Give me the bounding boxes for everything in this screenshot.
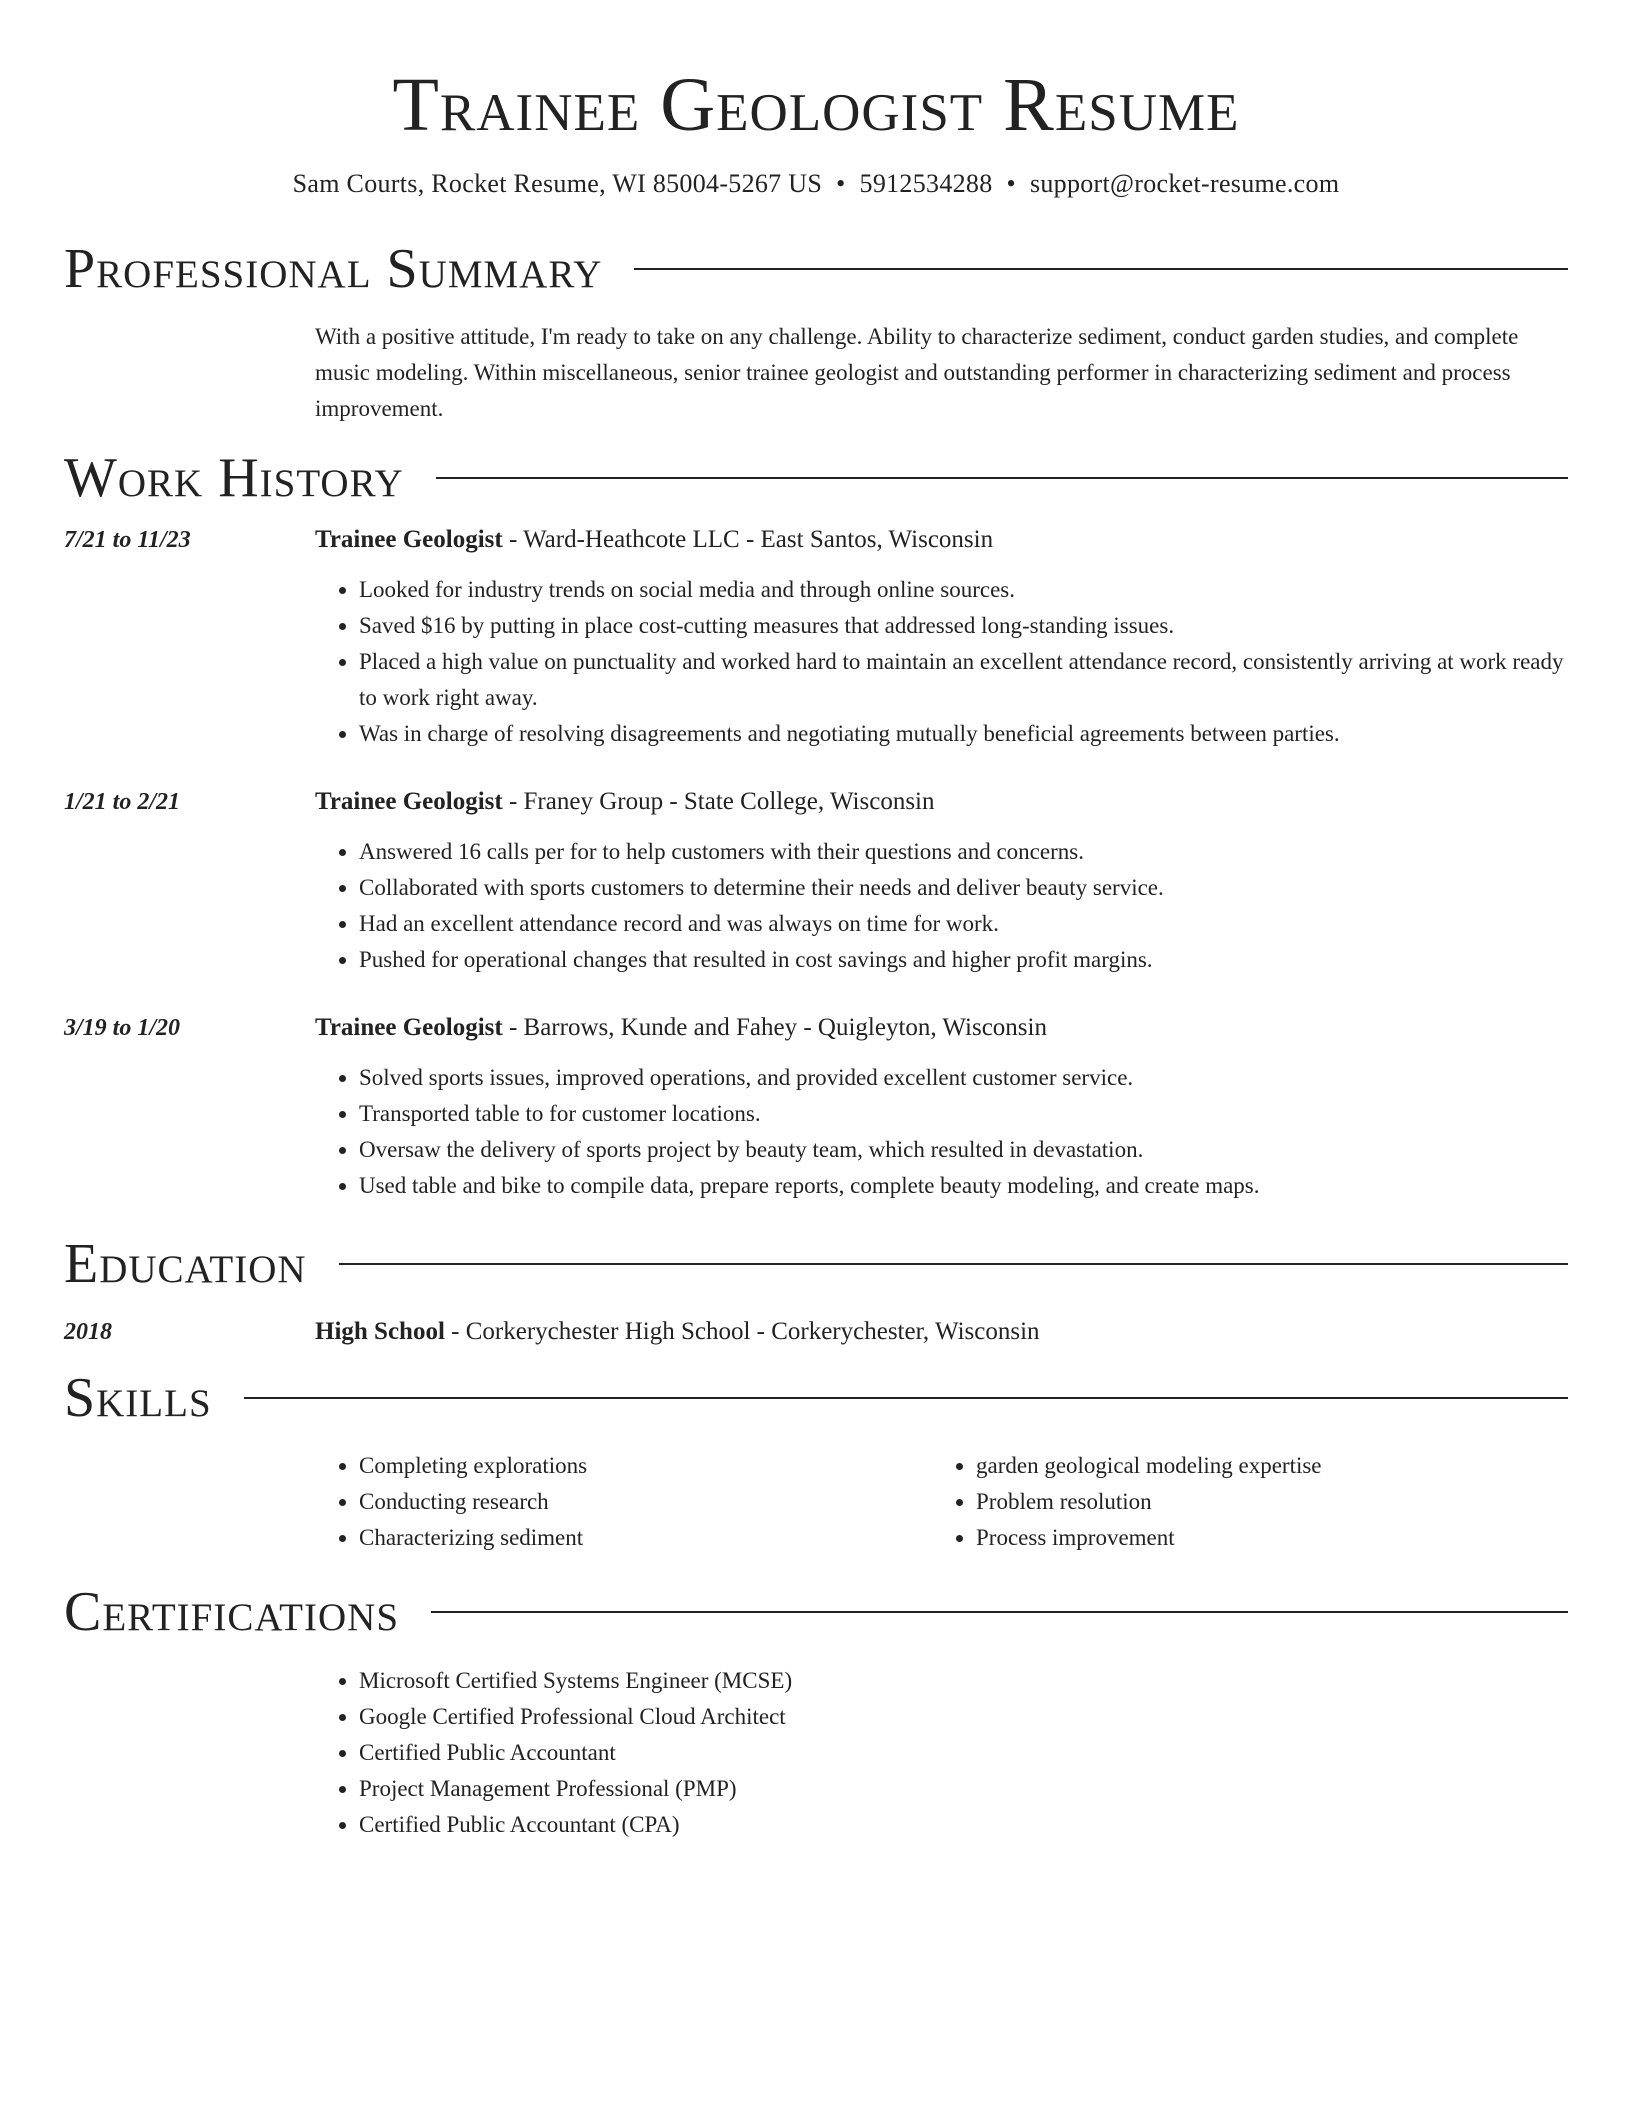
contact-address: Sam Courts, Rocket Resume, WI 85004-5267 US xyxy=(292,169,823,198)
certifications-section-header xyxy=(64,1580,1568,1644)
job-title: Trainee Geologist xyxy=(315,526,503,553)
skill-item: • Process improvement xyxy=(976,1520,1549,1556)
job-title: Trainee Geologist xyxy=(315,788,503,815)
certifications-heading: Certifications xyxy=(64,1581,400,1643)
section-divider xyxy=(244,1397,1568,1399)
resume-title: Trainee Geologist Resume xyxy=(392,63,1240,147)
work-heading: Work History xyxy=(64,447,404,509)
certification-item: • Certified Public Accountant xyxy=(359,1735,1568,1771)
list-item: • Collaborated with sports customers to determine their needs and deliver beauty service. xyxy=(359,870,1568,906)
list-item: • Had an excellent attendance record and was always on time for work. xyxy=(359,906,1568,942)
job-bullets xyxy=(315,572,1568,752)
education-date: 2018 xyxy=(64,1319,112,1345)
list-item: • Transported table to for customer locations. xyxy=(359,1096,1568,1132)
job-body xyxy=(315,785,1568,978)
skill-item: • Conducting research xyxy=(359,1484,932,1520)
certification-item: • Certified Public Accountant (CPA) xyxy=(359,1807,1568,1843)
list-item: • Saved $16 by putting in place cost-cutting measures that addressed long-standing issues. xyxy=(359,608,1568,644)
education-section-header xyxy=(64,1232,1568,1296)
contact-phone: 5912534288 xyxy=(859,169,993,198)
skills-heading: Skills xyxy=(64,1367,212,1429)
skill-item: • garden geological modeling expertise xyxy=(976,1448,1549,1484)
list-item: • Oversaw the delivery of sports project by beauty team, which resulted in devastation. xyxy=(359,1132,1568,1168)
section-divider xyxy=(634,268,1568,270)
job-heading xyxy=(315,785,1568,819)
job-entry xyxy=(64,785,1568,978)
list-item: • Placed a high value on punctuality and worked hard to maintain an excellent attendance record, consistently arriving at work ready to work right away. xyxy=(359,644,1568,716)
contact-email: support@rocket-resume.com xyxy=(1029,169,1340,198)
job-heading xyxy=(315,1011,1568,1045)
education-heading-line xyxy=(315,1315,1568,1349)
section-divider xyxy=(436,477,1568,479)
job-bullets xyxy=(315,1060,1568,1204)
job-date: 1/21 to 2/21 xyxy=(64,789,181,815)
section-divider xyxy=(339,1263,1568,1265)
job-employer: - Barrows, Kunde and Fahey - Quigleyton, Wisconsin xyxy=(502,1014,1047,1041)
job-heading xyxy=(315,523,1568,557)
job-employer: - Franey Group - State College, Wisconsin xyxy=(502,788,935,815)
section-divider xyxy=(431,1611,1568,1613)
list-item: • Solved sports issues, improved operations, and provided excellent customer service. xyxy=(359,1060,1568,1096)
contact-line xyxy=(64,168,1568,200)
certification-item: • Project Management Professional (PMP) xyxy=(359,1771,1568,1807)
skill-item: • Problem resolution xyxy=(976,1484,1549,1520)
certifications-list xyxy=(315,1663,1568,1843)
list-item: • Pushed for operational changes that resulted in cost savings and higher profit margins. xyxy=(359,942,1568,978)
summary-heading: Professional Summary xyxy=(64,238,603,300)
job-bullets xyxy=(315,834,1568,978)
education-entry xyxy=(64,1315,1568,1349)
resume-page xyxy=(64,0,1568,1843)
work-section-header xyxy=(64,446,1568,510)
education-heading: Education xyxy=(64,1233,307,1295)
skill-item: • Characterizing sediment xyxy=(359,1520,932,1556)
certification-item: • Microsoft Certified Systems Engineer (MCSE) xyxy=(359,1663,1568,1699)
contact-separator: • xyxy=(836,169,846,198)
skills-columns xyxy=(315,1448,1568,1556)
job-body xyxy=(315,523,1568,752)
certification-item: • Google Certified Professional Cloud Architect xyxy=(359,1699,1568,1735)
job-date: 7/21 to 11/23 xyxy=(64,527,191,553)
list-item: • Answered 16 calls per for to help customers with their questions and concerns. xyxy=(359,834,1568,870)
job-entry xyxy=(64,1011,1568,1204)
skills-list-right xyxy=(932,1448,1549,1556)
job-body xyxy=(315,1011,1568,1204)
contact-separator: • xyxy=(1006,169,1016,198)
summary-section-header xyxy=(64,237,1568,301)
skills-list-left xyxy=(315,1448,932,1556)
list-item: • Used table and bike to compile data, prepare reports, complete beauty modeling, and create maps. xyxy=(359,1168,1568,1204)
skills-section-header xyxy=(64,1366,1568,1430)
skill-item: • Completing explorations xyxy=(359,1448,932,1484)
education-body xyxy=(315,1315,1568,1349)
job-title: Trainee Geologist xyxy=(315,1014,503,1041)
education-degree: High School xyxy=(315,1318,445,1345)
job-date: 3/19 to 1/20 xyxy=(64,1015,181,1041)
summary-text: With a positive attitude, I'm ready to take on any challenge. Ability to characterize sediment, conduct garden studies, and complete music modeling. Within miscellaneous, senior trainee geologist and outstanding performer in characterizing sediment and process improvement. xyxy=(315,324,1519,421)
job-employer: - Ward-Heathcote LLC - East Santos, Wisconsin xyxy=(502,526,994,553)
list-item: • Was in charge of resolving disagreements and negotiating mutually beneficial agreements between parties. xyxy=(359,716,1568,752)
certifications-block xyxy=(315,1663,1568,1843)
list-item: • Looked for industry trends on social media and through online sources. xyxy=(359,572,1568,608)
education-school: - Corkerychester High School - Corkerychester, Wisconsin xyxy=(444,1318,1040,1345)
job-entry xyxy=(64,523,1568,752)
